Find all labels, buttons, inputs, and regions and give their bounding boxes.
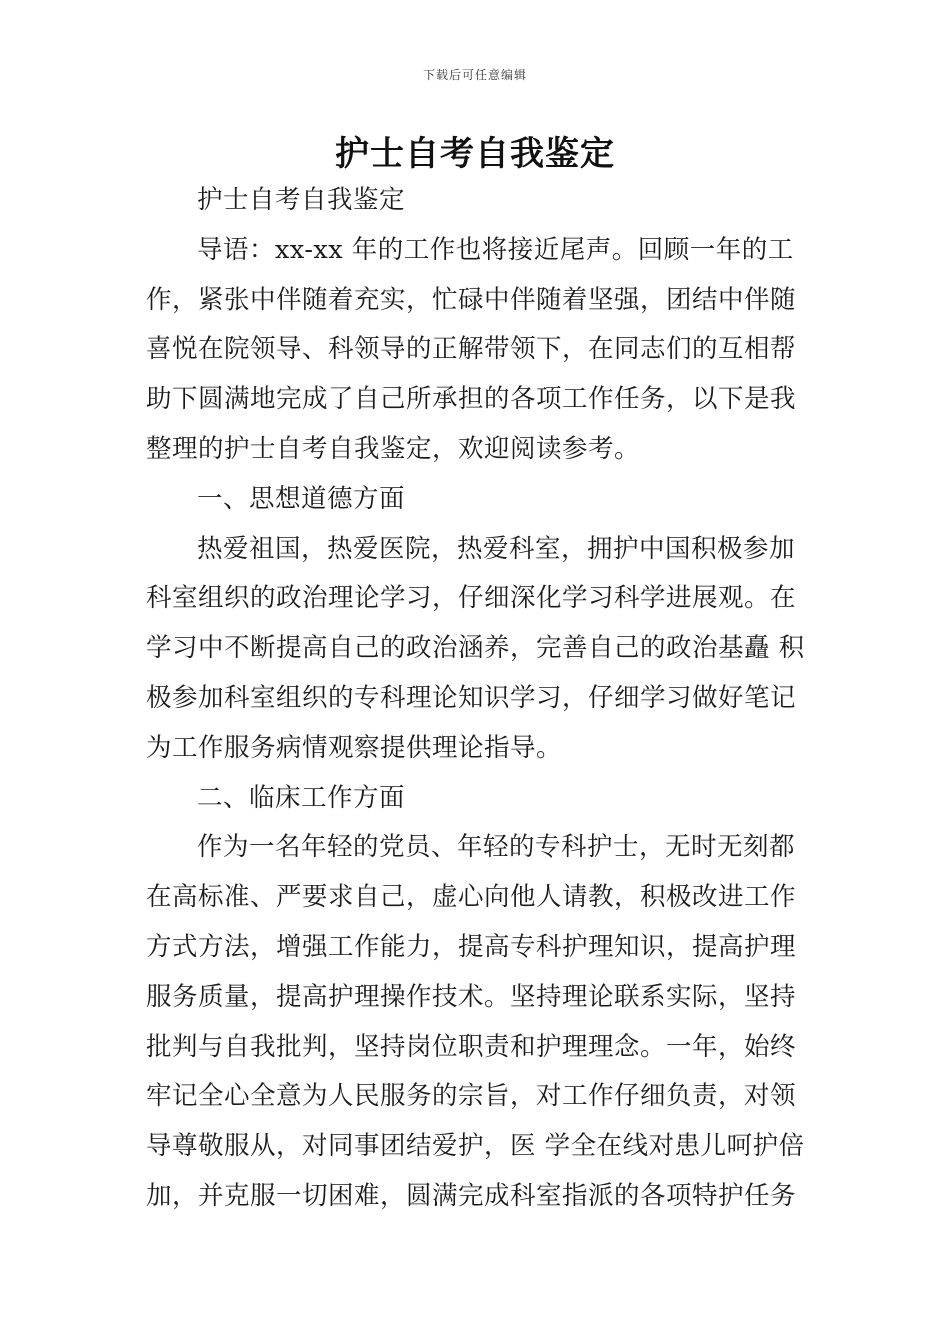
paragraph-clinical: 作为一名年轻的党员、年轻的专科护士，无时无刻都在高标准、严要求自己，虚心向他人请教，积极改进工作方式方法，增强工作能力，提高专科护理知识，提高护理服务质量，提高护理操作技术。坚持理论联系实际，坚持批判与自我批判，坚持岗位职责和护理理念。一年，始终牢记全心全意为人民服务的宗旨，对工作仔细负责，对领导尊敬服从，对同事团结爱护，医 学全在线对患儿呵护倍加，并克服一切困难，圆满完成科室指派的各项特护任务	[146, 832, 805, 1211]
document-title: 护士自考自我鉴定	[335, 134, 615, 174]
paragraph-intro: 导语：xx-xx 年的工作也将接近尾声。回顾一年的工作，紧张中伴随着充实，忙碌中伴随着坚强，团结中伴随喜悦在院领导、科领导的正解带领下，在同志们的互相帮助下圆满地完成了自己所承担的各项工作任务，以下是我整理的护士自考自我鉴定，欢迎阅读参考。	[146, 234, 797, 464]
paragraph-subtitle: 护士自考自我鉴定	[197, 185, 406, 215]
section-heading-clinical: 二、临床工作方面	[197, 782, 406, 813]
paragraph-ideology: 热爱祖国，热爱医院，热爱科室，拥护中国积极参加科室组织的政治理论学习，仔细深化学习科学进展观。在学习中不断提高自己的政治涵养，完善自己的政治基矗 积极参加科室组织的专科理论知识学习，仔细学习做好笔记为工作服务病情观察提供理论指导。	[146, 533, 805, 763]
document-body	[146, 176, 816, 1222]
section-heading-ideology: 一、思想道德方面	[197, 483, 406, 514]
header-note: 下载后可任意编辑	[422, 68, 527, 82]
